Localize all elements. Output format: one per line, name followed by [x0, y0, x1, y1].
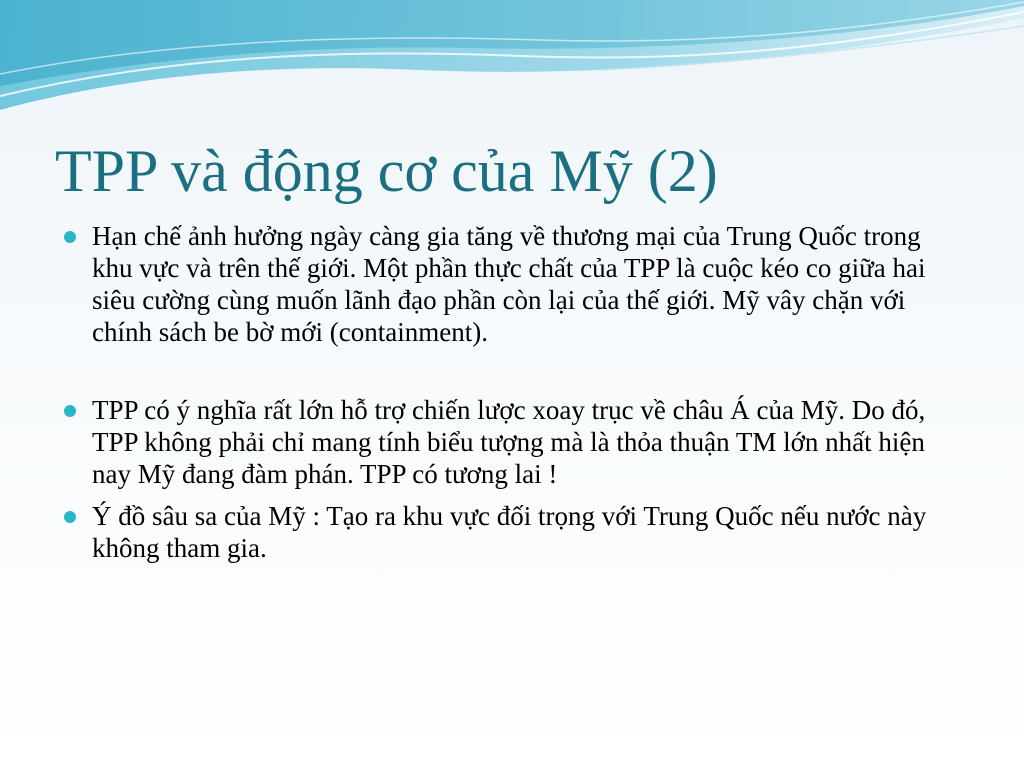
slide-title: TPP và động cơ của Mỹ (2): [55, 138, 718, 204]
bullet-text: TPP có ý nghĩa rất lớn hỗ trợ chiến lược xoay trục về châu Á của Mỹ. Do đó, TPP không phải chỉ mang tính biểu tượng mà là thỏa thuận TM lớn nhất hiện nay Mỹ đang đàm phán. TPP có tương lai !: [92, 395, 926, 489]
bullet-item: [62, 500, 967, 564]
bullet-dot-icon: [64, 231, 76, 243]
bullet-text: Hạn chế ảnh hưởng ngày càng gia tăng về thương mại của Trung Quốc trong khu vực và trên thế giới. Một phần thực chất của TPP là cuộc kéo co giữa hai siêu cường cùng muốn lãnh đạo phần còn lại của thế giới. Mỹ vây chặn với chính sách be bờ mới (containment).: [92, 221, 926, 347]
bullet-item: [62, 394, 967, 490]
bullet-list: [62, 220, 967, 564]
bullet-dot-icon: [64, 511, 76, 523]
bullet-item: [62, 220, 967, 348]
header-wave-decoration: [0, 0, 1024, 120]
bullet-text: Ý đồ sâu sa của Mỹ : Tạo ra khu vực đối trọng với Trung Quốc nếu nước này không tham gia.: [92, 501, 927, 563]
bullet-dot-icon: [64, 405, 76, 417]
